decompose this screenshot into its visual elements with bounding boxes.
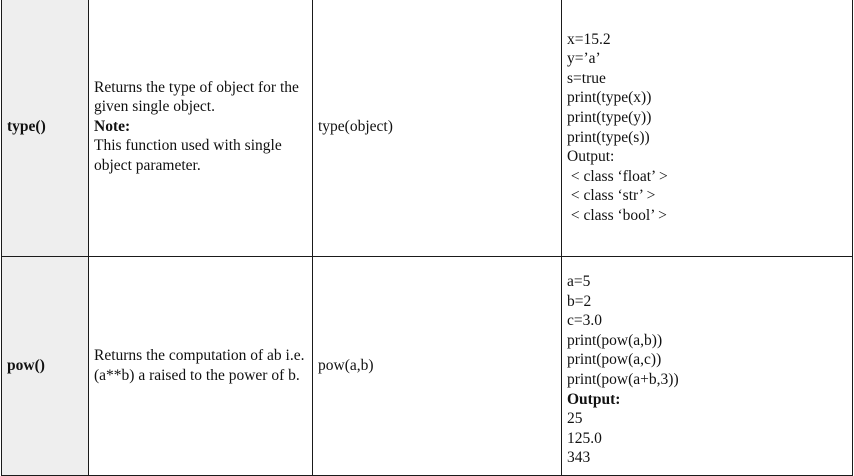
code-line: b=2	[567, 292, 592, 310]
output-line: < class ‘str’ >	[567, 187, 656, 205]
code-line: print(type(x))	[567, 89, 652, 107]
description-line: object parameter.	[94, 156, 201, 174]
code-line: y=’a’	[567, 50, 601, 68]
code-line: print(type(y))	[567, 108, 652, 126]
function-name-cell: pow()	[2, 257, 89, 476]
syntax-cell: type(object)	[313, 0, 562, 257]
code-line: a=5	[567, 273, 591, 291]
code-line: s=true	[567, 69, 606, 87]
output-line: 25	[567, 410, 583, 428]
description-cell	[89, 0, 313, 257]
output-line: < class ‘bool’ >	[567, 206, 667, 224]
description-cell	[89, 257, 313, 476]
output-label: Output:	[567, 148, 615, 166]
description-line: given single object.	[94, 98, 215, 116]
description-line: (a**b) a raised to the power of b.	[94, 367, 300, 384]
example-cell	[562, 257, 853, 476]
functions-table	[1, 0, 853, 476]
code-line: print(pow(a,b))	[567, 331, 663, 349]
function-name-cell: type()	[2, 0, 89, 257]
output-line: < class ‘float’ >	[567, 167, 668, 185]
table-row	[2, 257, 853, 476]
description-line: This function used with single	[94, 137, 282, 155]
output-line: 125.0	[567, 429, 602, 447]
code-line: print(pow(a+b,3))	[567, 371, 679, 388]
example-cell	[562, 0, 853, 257]
code-line: x=15.2	[567, 30, 611, 48]
description-line: Returns the type of object for the	[94, 78, 299, 96]
table-row	[2, 0, 853, 257]
code-line: c=3.0	[567, 312, 602, 330]
output-line: 343	[567, 449, 591, 467]
syntax-cell: pow(a,b)	[313, 257, 562, 476]
code-line: print(pow(a,c))	[567, 351, 662, 369]
description-line: Returns the computation of ab i.e.	[94, 347, 305, 365]
output-label: Output:	[567, 390, 621, 408]
note-label: Note:	[94, 117, 131, 135]
code-line: print(type(s))	[567, 128, 650, 146]
